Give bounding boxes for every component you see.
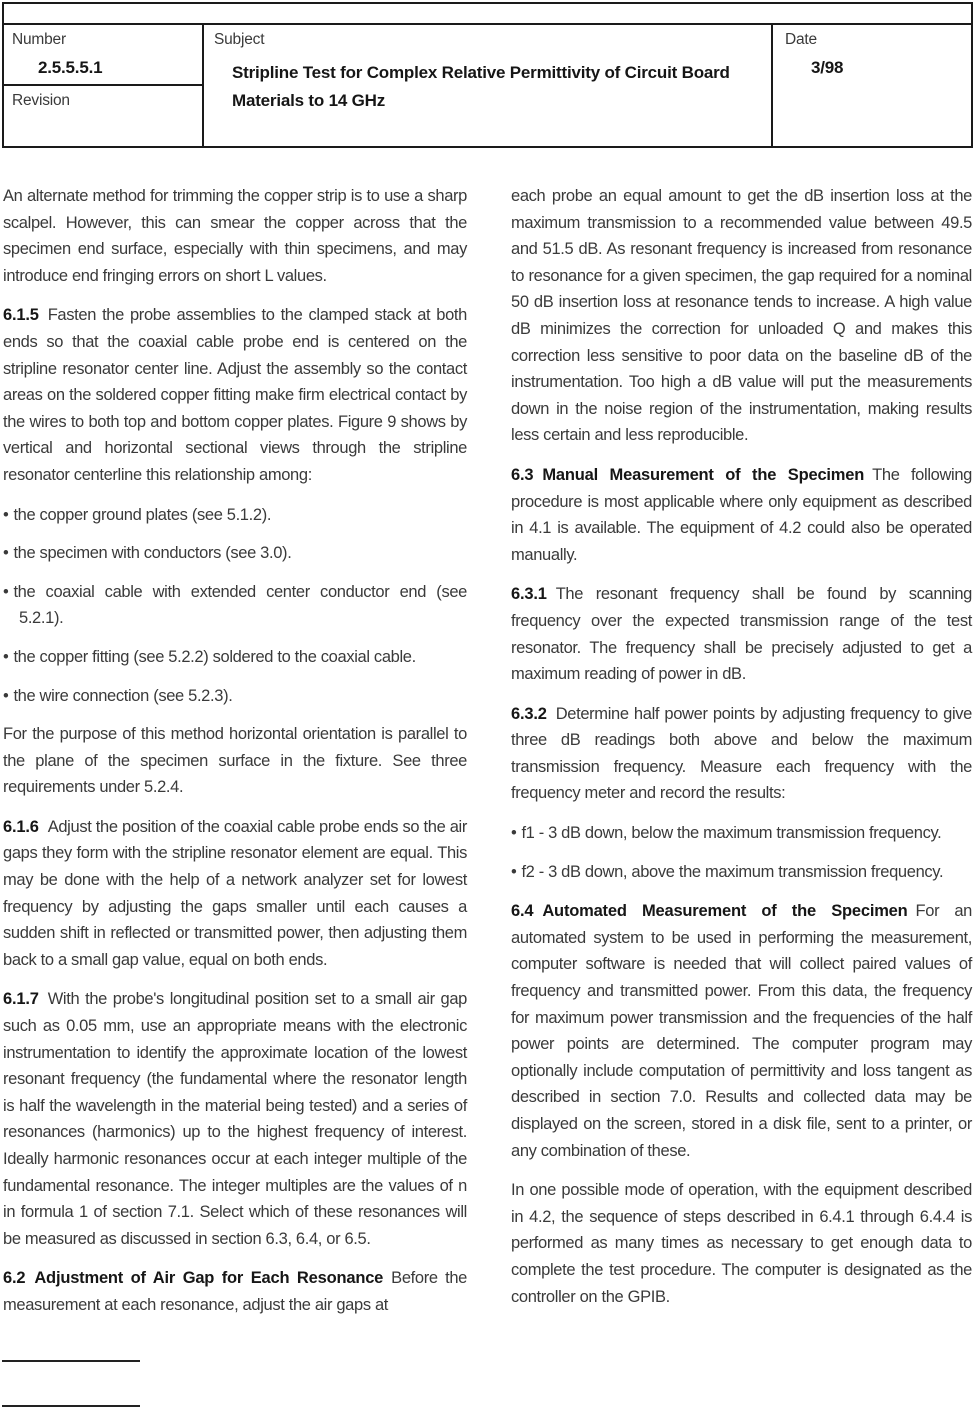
subject-title-line1: Stripline Test for Complex Relative Permittivity of Circuit Board (232, 63, 730, 82)
section-text: Determine half power points by adjusting frequency to give three dB readings both above and below the maximum transmission frequency. Measure each frequency with the frequency meter and record the results: (511, 704, 972, 803)
bullet-icon: • (3, 647, 9, 666)
right-column (511, 183, 972, 1332)
list-item (511, 820, 972, 847)
section-text: The following procedure is most applicable where only equipment as described in 4.1 is available. The equipment of 4.2 could also be operated manually. (511, 465, 973, 564)
bullet-text: the coaxial cable with extended center conductor end (see 5.2.1). (13, 582, 467, 628)
bullet-text: the copper ground plates (see 5.1.2). (13, 505, 272, 524)
bullet-icon: • (3, 505, 9, 524)
bullet-text: the specimen with conductors (see 3.0). (13, 544, 292, 563)
section-6-1-6 (3, 814, 467, 974)
footnote-rule (2, 1360, 140, 1362)
bullet-icon: • (511, 824, 517, 843)
date-value: 3/98 (811, 58, 844, 77)
section-number: 6.1.7 (3, 990, 39, 1009)
number-label: Number (12, 31, 66, 48)
section-title: Automated Measurement of the Specimen (542, 902, 908, 921)
section-6-1-7 (3, 986, 467, 1252)
section-number: 6.1.5 (3, 306, 39, 325)
section-text: For an automated system to be used in performing the measurement, computer software is needed that will collect paired values of frequency and transmitted power. From this data, the frequency for maximum power transmission and the frequencies of the half power points are determined. The computer program may optionally include computation of permittivity and loss tangent as described in section 7.0. Results and collected data may be displayed on the screen, stored in a disk file, sent to a printer, or any combination of these. (511, 902, 972, 1160)
section-text: The resonant frequency shall be found by scanning frequency over the expected transmission range of the test resonator. The frequency shall be precisely adjusted to get a maximum reading of power in dB. (511, 585, 972, 684)
header-table (2, 2, 973, 148)
section-number: 6.2 (3, 1269, 26, 1288)
section-6-3 (511, 462, 972, 568)
paragraph-intro: An alternate method for trimming the copper strip is to use a sharp scalpel. However, this can smear the copper across that the specimen end surface, especially with thin specimens, and may introduce end fringing errors on short L values. (3, 187, 467, 285)
section-number: 6.3.1 (511, 585, 547, 604)
left-column (3, 183, 467, 1332)
list-item (3, 540, 467, 567)
header-top-row (4, 4, 971, 25)
section-6-4 (511, 898, 972, 1164)
section-6-3-1 (511, 581, 972, 687)
paragraph-purpose: For the purpose of this method horizontal orientation is parallel to the plane of the specimen surface in the fixture. See three requirements under 5.2.4. (3, 725, 467, 797)
revision-cell (4, 86, 202, 146)
bullet-icon: • (3, 582, 9, 601)
section-text: Fasten the probe assemblies to the clamped stack at both ends so that the coaxial cable probe end is centered on the stripline resonator center line. Adjust the assembly so the contact areas on the soldered copper fitting make firm electrical contact by the wires to both top and bottom copper plates. Figure 9 shows by vertical and horizontal sectional views through the stripline resonator centerline this relationship among: (3, 306, 467, 484)
bullet-text: the wire connection (see 5.2.3). (13, 686, 233, 705)
bullet-icon: • (511, 862, 517, 881)
subject-label: Subject (214, 31, 265, 48)
bullet-text: f1 - 3 dB down, below the maximum transmission frequency. (521, 824, 942, 843)
paragraph-continuation: each probe an equal amount to get the dB insertion loss at the maximum transmission to a recommended value between 49.5 and 51.5 dB. As resonant frequency is increased from resonance to resonance for a given specimen, the gap required for a nominal 50 dB insertion loss at resonance tends to increase. A high value dB minimizes the correction for unloaded Q and makes this correction less sensitive to poor data on the baseline dB of the instrumentation. Too high a dB value will put the measurements down in the noise region of the instrumentation, making results less certain and less reproducible. (511, 187, 972, 445)
section-text: Before the measurement at each resonance, adjust the air gaps at (3, 1269, 467, 1314)
section-number: 6.3 (511, 465, 534, 484)
body-text (3, 183, 972, 1332)
paragraph-closing: In one possible mode of operation, with the equipment described in 4.2, the sequence of steps described in 6.4.1 through 6.4.4 is performed as many times as necessary to get enough data to complete the test procedure. The computer is designated as the controller on the GPIB. (511, 1181, 972, 1306)
list-item (3, 683, 467, 710)
section-title: Manual Measurement of the Specimen (542, 465, 865, 484)
section-6-1-5 (3, 302, 467, 488)
section-6-3-2 (511, 701, 972, 807)
section-title: Adjustment of Air Gap for Each Resonance (34, 1269, 384, 1288)
date-label: Date (785, 31, 817, 48)
footnote-rule (2, 1405, 140, 1407)
revision-label: Revision (12, 92, 70, 109)
section-6-2 (3, 1265, 467, 1318)
bullet-text: f2 - 3 dB down, above the maximum transmission frequency. (521, 862, 944, 881)
list-item (3, 644, 467, 671)
date-cell (771, 25, 971, 146)
list-item (3, 579, 467, 632)
number-cell (4, 25, 202, 86)
list-item (3, 502, 467, 529)
section-text: With the probe's longitudinal position set to a small air gap such as 0.05 mm, use an appropriate means with the electronic instrumentation to identify the approximate location of the lowest resonant frequency (the fundamental where the resonator length is half the wavelength in the material being tested) and a series of resonances (harmonics) up to the highest frequency of interest. Ideally harmonic resonances occur at each integer multiple of the fundamental resonance. The integer multiples are the values of n in formula 1 of section 7.1. Select which of these resonances will be measured as discussed in section 6.3, 6.4, or 6.5. (3, 990, 467, 1248)
section-text: Adjust the position of the coaxial cable probe ends so the air gaps they form with the stripline resonator element are equal. This may be done with the help of a network analyzer set for lowest frequency by adjusting the gaps smaller until each causes a sudden shift in reflected or transmitted power, then adjusting them back to a small gap value, equal on both ends. (3, 817, 467, 969)
header-number-column (4, 25, 204, 146)
subject-cell (204, 25, 771, 146)
subject-title-line2: Materials to 14 GHz (232, 91, 386, 110)
bullet-icon: • (3, 544, 9, 563)
section-number: 6.4 (511, 902, 534, 921)
bullet-text: the copper fitting (see 5.2.2) soldered to the coaxial cable. (13, 647, 416, 666)
bullet-icon: • (3, 686, 9, 705)
number-value: 2.5.5.5.1 (38, 58, 103, 77)
section-number: 6.3.2 (511, 704, 547, 723)
section-number: 6.1.6 (3, 817, 39, 836)
subject-title (214, 59, 761, 115)
list-item (511, 859, 972, 886)
